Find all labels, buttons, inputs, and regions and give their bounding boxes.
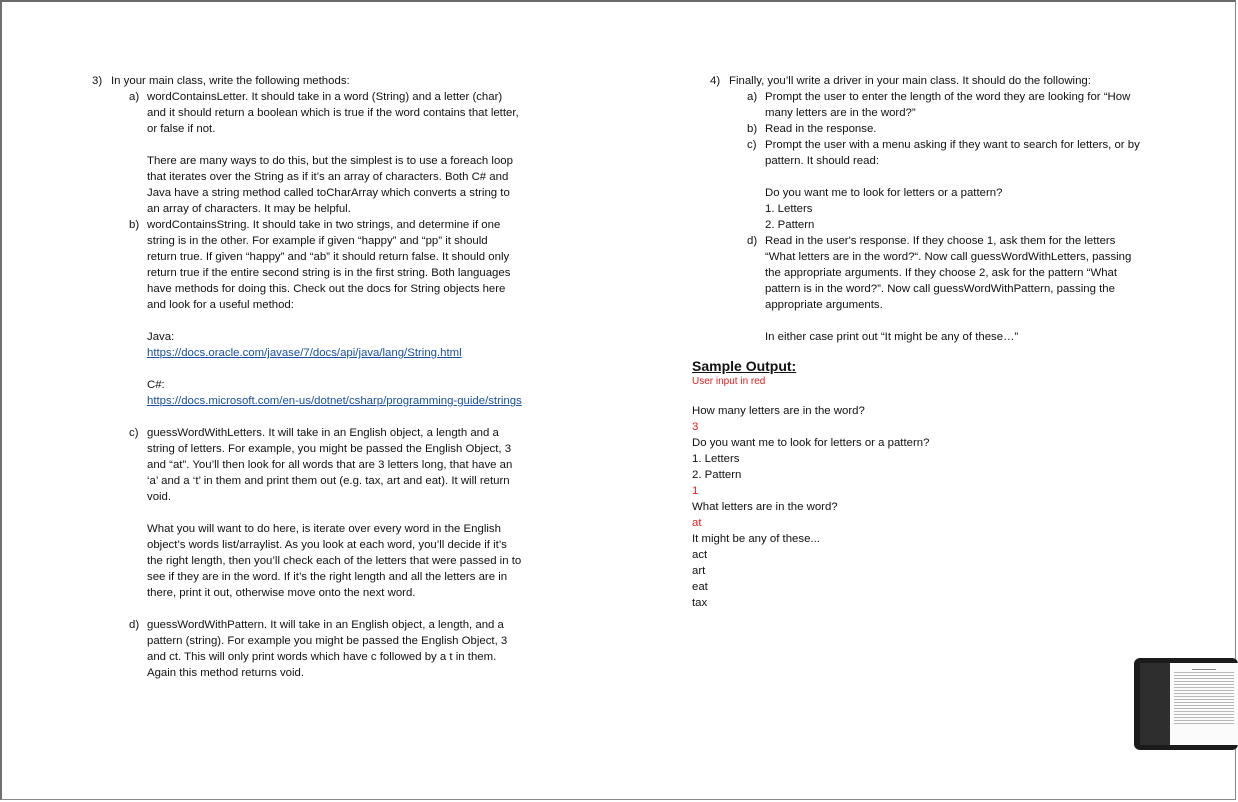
text-line: void. — [147, 491, 172, 503]
text-line: string is in the other. For example if given “happy” and “pp” it should — [147, 235, 488, 247]
item-b — [92, 217, 562, 425]
text-line: Prompt the user with a menu asking if they want to search for letters, or by — [765, 139, 1140, 151]
page-thumbnail[interactable] — [1134, 658, 1238, 750]
menu-option: 2. Pattern — [765, 219, 815, 231]
text-line: object’s words list/arraylist. As you look at each word, you’ll decide if it’s — [147, 539, 507, 551]
question-3-heading — [92, 73, 562, 89]
text-line: many letters are in the word?” — [765, 107, 916, 119]
text-line: and “at”. You’ll then look for all words that are 3 letters long, that have an — [147, 459, 513, 471]
text-line: and it should return a boolean which is true if the word contains that letter, — [147, 107, 519, 119]
item-letter: b) — [129, 219, 140, 231]
sample-output-line: Do you want me to look for letters or a pattern? — [692, 437, 930, 449]
text-line: guessWordWithPattern. It will take in an English object, a length, and a — [147, 619, 504, 631]
text-line: return true. If given “happy” and “ab” it should return false. It should only — [147, 251, 510, 263]
java-label: Java: — [147, 331, 175, 343]
sample-output-lines — [692, 403, 1172, 611]
sample-output-line: act — [692, 549, 708, 561]
item-letter: c) — [747, 139, 757, 151]
sample-output-line: eat — [692, 581, 708, 593]
item-letter: d) — [129, 619, 140, 631]
csharp-label: C#: — [147, 379, 165, 391]
text-line: wordContainsLetter. It should take in a word (String) and a letter (char) — [147, 91, 503, 103]
text-line: pattern is in the word?”. Now call guessWordWithPattern, passing the — [765, 283, 1115, 295]
text-line: an array of characters. It may be helpful. — [147, 203, 351, 215]
text-line: appropriate arguments. — [765, 299, 883, 311]
text-line: the right length, then you’ll check each of the letters that were passed in to — [147, 555, 522, 567]
sample-user-input: 3 — [692, 421, 699, 433]
sample-output-line: It might be any of these... — [692, 533, 820, 545]
item-c — [92, 425, 562, 617]
text-line: see if they are in the word. If it’s the right length and all the letters are in — [147, 571, 508, 583]
sample-user-input: at — [692, 517, 702, 529]
text-line: there, print it out, otherwise move onto the next word. — [147, 587, 416, 599]
question-number: 3) — [92, 75, 103, 87]
question-4-heading — [692, 73, 1172, 89]
menu-question: Do you want me to look for letters or a pattern? — [765, 187, 1003, 199]
text-line: return true if the entire second string is in the first string. Both languages — [147, 267, 511, 279]
sample-output-subtitle: User input in red — [692, 376, 766, 387]
sample-output-line: 2. Pattern — [692, 469, 742, 481]
sample-output-line: art — [692, 565, 706, 577]
item-d — [92, 617, 562, 681]
text-line: “What letters are in the word?“. Now call guessWordWithLetters, passing — [765, 251, 1132, 263]
sample-output-title: Sample Output: — [692, 358, 797, 374]
csharp-docs-link[interactable]: https://docs.microsoft.com/en-us/dotnet/csharp/programming-guide/strings — [147, 395, 522, 407]
java-docs-link[interactable]: https://docs.oracle.com/javase/7/docs/api/java/lang/String.html — [147, 347, 462, 359]
question-number: 4) — [710, 75, 721, 87]
text-line: Prompt the user to enter the length of the word they are looking for “How — [765, 91, 1131, 103]
right-column — [692, 73, 1172, 611]
item-a — [692, 89, 1172, 121]
sample-output-line: What letters are in the word? — [692, 501, 838, 513]
text-line: ‘a’ and a ‘t’ in them and print them out (e.g. tax, art and eat). It will return — [147, 475, 510, 487]
either-case-text: In either case print out “It might be any of these…” — [765, 331, 1019, 343]
text-line: or false if not. — [147, 123, 216, 135]
question-text: Finally, you’ll write a driver in your main class. It should do the following: — [729, 75, 1091, 87]
item-c — [692, 137, 1172, 233]
item-b — [692, 121, 1172, 137]
sample-output-line: 1. Letters — [692, 453, 740, 465]
text-line: Java have a string method called toCharArray which converts a string to — [147, 187, 510, 199]
item-letter: c) — [129, 427, 139, 439]
text-line: and ct. This will only print words which have c followed by a t in them. — [147, 651, 497, 663]
sample-user-input: 1 — [692, 485, 699, 497]
text-line: pattern. It should read: — [765, 155, 879, 167]
text-line: the appropriate arguments. If they choose 2, ask for the pattern “What — [765, 267, 1118, 279]
thumbnail-page-preview — [1170, 663, 1238, 745]
sample-output-line: tax — [692, 597, 708, 609]
question-text: In your main class, write the following methods: — [111, 75, 350, 87]
item-letter: a) — [129, 91, 140, 103]
item-letter: d) — [747, 235, 758, 247]
menu-option: 1. Letters — [765, 203, 813, 215]
text-line: have methods for doing this. Check out the docs for String objects here — [147, 283, 506, 295]
text-line: pattern (string). For example you might be passed the English Object, 3 — [147, 635, 508, 647]
text-line: string of letters. For example, you might be passed the English Object, 3 — [147, 443, 512, 455]
item-a — [92, 89, 562, 217]
text-line: guessWordWithLetters. It will take in an English object, a length and a — [147, 427, 499, 439]
sample-output-line: How many letters are in the word? — [692, 405, 865, 417]
text-line: wordContainsString. It should take in two strings, and determine if one — [147, 219, 501, 231]
text-line: that iterates over the String as if it’s an array of characters. Both C# and — [147, 171, 509, 183]
item-d — [692, 233, 1172, 345]
text-line: Read in the user's response. If they choose 1, ask them for the letters — [765, 235, 1116, 247]
left-column — [92, 73, 562, 681]
text-line: Again this method returns void. — [147, 667, 305, 679]
text-line: What you will want to do here, is iterate over every word in the English — [147, 523, 501, 535]
item-letter: a) — [747, 91, 758, 103]
item-letter: b) — [747, 123, 758, 135]
text-line: Read in the response. — [765, 123, 877, 135]
thumbnail-sidebar — [1140, 663, 1170, 745]
text-line: and look for a useful method: — [147, 299, 294, 311]
text-line: There are many ways to do this, but the simplest is to use a foreach loop — [147, 155, 513, 167]
